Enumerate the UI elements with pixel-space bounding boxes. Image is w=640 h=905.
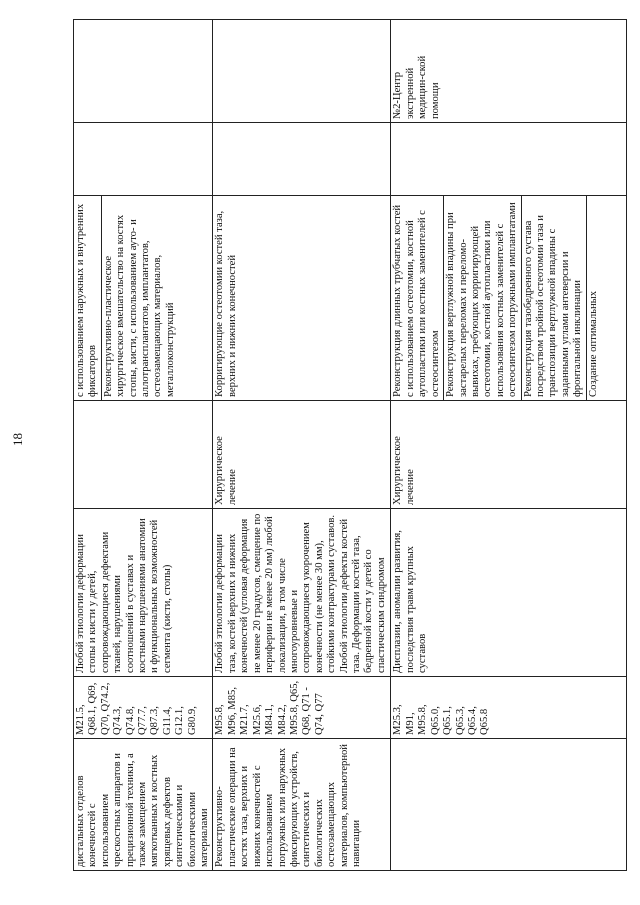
table-row — [391, 20, 627, 871]
cell-methods — [391, 196, 627, 401]
page-number: 18 — [10, 433, 25, 446]
cell-hospital: №2-Центр экстренной медицин-ской помощи — [391, 20, 627, 123]
cell-codes: M25.3, M91, M95.8, Q65.0, Q65.1, Q65.3, Q65.4, Q65.8 — [391, 677, 627, 739]
table-row — [213, 20, 391, 871]
method-item: Реконструкция тазобедренного сустава посредством тройной остеотомии таза и транспозиции вертлужной впадины с заданными углами антеверсии и фронтальной инклинации — [522, 196, 587, 400]
cell-model: Любой этиологии деформации таза, костей верхних и нижних конечностей (угловая деформация не менее 20 градусов, смещение по периферии не менее 20 мм) любой локализации, в том числе многоуровневые и сопровождающиеся укорочением конечности (не менее 30 мм), стойкими контрактурами суставов. Любой этиологии дефекты костей таза. Деформации костей таза, бедренной кости у детей со спастическим синдромом — [213, 509, 391, 677]
cell-empty — [391, 123, 627, 196]
method-item: Корригирующие остеотомии костей таза, верхних и нижних конечностей — [214, 210, 238, 397]
rotated-table-wrapper — [73, 20, 627, 871]
services-table — [73, 19, 627, 871]
method-item: Реконструкция вертлужной впадины при застарелых переломах и переломо-вывихах, требующих корригирующей остеотомии, костной аутопластики или использования костных заменителей с остеосинтезом погружными имплантатами — [444, 196, 521, 400]
cell-empty — [74, 123, 213, 196]
table-row — [74, 20, 213, 871]
cell-model: Дисплазии, аномалии развития, последствия травм крупных суставов — [391, 509, 627, 677]
cell-methods — [213, 196, 391, 401]
method-item: с использованием наружных и внутренних фиксаторов — [74, 196, 102, 400]
cell-codes: M21.5, Q68.1, Q69, Q70, Q74.2, Q74.3, Q74.8, Q77.7, Q87.3, G11.4, G12.1, G80.9, — [74, 677, 213, 739]
cell-codes: M95.8, M96, M85, M21.7, M25.6, M84.1, M84.2, M95.8, Q65, Q68, Q71 - Q74, Q77 — [213, 677, 391, 739]
cell-model: Любой этиологии деформации стопы и кисти у детей, сопровождающиеся дефектами тканей, нарушениями соотношений в суставах и костными нарушениями анатомии и функциональных возможностей сегмента (кисти, стопы) — [74, 509, 213, 677]
cell-treatment: Хирургическое лечение — [213, 401, 391, 509]
cell-name — [391, 739, 627, 871]
method-item: Создание оптимальных — [587, 290, 599, 397]
cell-treatment: Хирургическое лечение — [391, 401, 627, 509]
cell-name: дистальных отделов конечностей с использованием чрескостных аппаратов и прецизионной техники, а также замещением мягкотканных и костных хрящевых дефектов синтетическими и биологическими материалами — [74, 739, 213, 871]
cell-hospital — [74, 20, 213, 123]
method-item: Реконструктивно-пластическое хирургическое вмешательство на костях стопы, кисти, с использованием ауто- и аллотрансплантатов, имплантатов, остеозамещающих материалов, металлоконструкций — [102, 214, 176, 397]
cell-empty — [213, 123, 391, 196]
cell-treatment — [74, 401, 213, 509]
cell-name: Реконструктивно-пластические операции на костях таза, верхних и нижних конечностей с использованием погружных или наружных фиксирующих устройств, синтетических и биологических остеозамещающих материалов, компьютерной навигации — [213, 739, 391, 871]
method-item: Реконструкция длинных трубчатых костей с использованием остеотомии, костной аутопластики или костных заменителей с остеосинтезом — [391, 196, 444, 400]
cell-hospital — [213, 20, 391, 123]
cell-methods — [74, 196, 213, 401]
